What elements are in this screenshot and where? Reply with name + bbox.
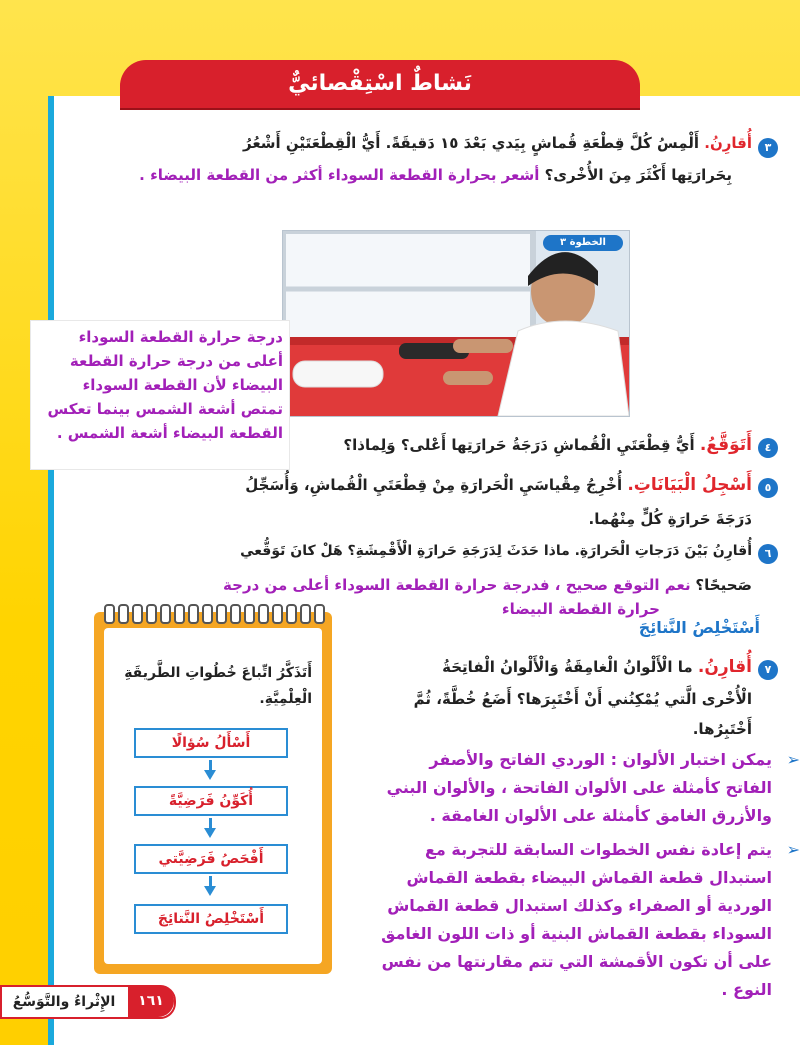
ring xyxy=(174,604,185,624)
footer-label: الإِثْراءُ والتَّوَسُّعُ xyxy=(12,994,116,1010)
page-number: ١٦١ xyxy=(128,985,174,1017)
q5-keyword: أَسْجِلُ الْبَيَانَاتِ. xyxy=(627,475,752,495)
notebook-title-line2: الْعِلْمِيَّةِ. xyxy=(259,691,312,707)
q7-line1 xyxy=(350,654,752,680)
q3-text1: أَلْمِسُ كُلَّ قِطْعَةِ قُماشٍ بِيَدي بَعْدَ ١٥ دَقيقَةً. أَيُّ الْقِطْعَتَيْنِ أَشْعُرُ xyxy=(242,134,700,152)
ring xyxy=(104,604,115,624)
arrow-stem xyxy=(209,876,212,886)
ring xyxy=(286,604,297,624)
q5-line1 xyxy=(110,472,752,498)
step-number-6: ٦ xyxy=(758,544,778,564)
down-arrow-icon xyxy=(204,886,216,896)
q6-text2: صَحيحًا؟ xyxy=(695,576,752,594)
ring xyxy=(244,604,255,624)
ring xyxy=(258,604,269,624)
down-arrow-icon xyxy=(204,828,216,838)
bullet-line: السوداء بقطعة القماش البنية أو ذات اللون الغامق xyxy=(381,924,772,943)
bullet-line: الفاتح كأمثلة على الألوان الفاتحة ، والألوان البني xyxy=(386,778,772,797)
step-number-7: ٧ xyxy=(758,660,778,680)
callout-line: أعلى من درجة حرارة القطعة xyxy=(69,352,283,370)
section-title: أَسْتَخْلِصُ النَّتائِجَ xyxy=(638,618,760,637)
method-step-2: أُكَوِّنُ فَرَضِيَّةً xyxy=(134,786,288,816)
ring xyxy=(216,604,227,624)
q3-text2: بِحَرارَتِها أَكْثَرَ مِنَ الأُخْرى؟ xyxy=(544,166,732,184)
q7-line2: الْأُخْرى الَّتي يُمْكِنُني أَنْ أَخْتَبِرَها؟ أَضَعُ خُطَّةً، ثُمَّ xyxy=(413,690,752,708)
q5-line2: دَرَجَةَ حَرارَةِ كُلٍّ مِنْهُما. xyxy=(588,510,752,528)
callout-line: البيضاء لأن القطعة السوداء xyxy=(82,376,283,394)
q3-keyword: أُقارِنُ. xyxy=(704,134,752,152)
callout-line: القطعة البيضاء أشعة الشمس . xyxy=(56,424,283,442)
callout-line: درجة حرارة القطعة السوداء xyxy=(78,328,283,346)
bullet-line: على أن تكون الأقمشة التي تتم مقارنتها من نفس xyxy=(381,952,772,971)
step-number-5: ٥ xyxy=(758,478,778,498)
method-step-3: أَفْحَصُ فَرَضِيَّتي xyxy=(134,844,288,874)
bullet-arrow-icon: ➢ xyxy=(786,750,800,769)
ring xyxy=(188,604,199,624)
answer-bullet-1 xyxy=(340,746,800,830)
bullet-line: والأزرق الغامق كأمثلة على الألوان الغامقة . xyxy=(429,806,772,825)
ring xyxy=(300,604,311,624)
method-step-1: أَسْأَلُ سُؤالًا xyxy=(134,728,288,758)
notebook-rings xyxy=(102,604,324,622)
q6-answer1: نعم التوقع صحيح ، فدرجة حرارة القطعة السوداء أعلى من درجة xyxy=(223,576,691,594)
left-blue-rule xyxy=(48,96,54,1045)
q5-text1: أُخْرِجُ مِقْياسَيِ الْحَرارَةِ مِنْ قِطْعَتَيِ الْقُماشِ، وَأُسَجِّلُ xyxy=(245,476,623,494)
arrow-stem xyxy=(209,818,212,828)
q4-line xyxy=(300,432,752,458)
answer-bullet-2 xyxy=(340,836,800,1004)
step-number-4: ٤ xyxy=(758,438,778,458)
ring xyxy=(272,604,283,624)
ring xyxy=(314,604,325,624)
q6-line2 xyxy=(80,572,752,598)
callout-line: تمتص أشعة الشمس بينما تعكس xyxy=(47,400,283,418)
ring xyxy=(132,604,143,624)
photo-illustration xyxy=(283,231,629,416)
photo-step-label: الخطوة ٣ xyxy=(543,235,623,251)
q6-answer2: حرارة القطعة البيضاء xyxy=(501,600,660,618)
bullet-line: يتم إعادة نفس الخطوات السابقة للتجربة مع xyxy=(424,840,772,859)
arrow-stem xyxy=(209,760,212,770)
q7-text1: ما الْأَلْوانُ الْغامِقَةُ وَالْأَلْوانُ الْفاتِحَةُ xyxy=(442,658,693,676)
down-arrow-icon xyxy=(204,770,216,780)
bullet-line: الوردية أو الصفراء وكذلك استبدال قطعة القماش xyxy=(387,896,772,915)
experiment-photo xyxy=(282,230,630,417)
q3-answer: أشعر بحرارة القطعة السوداء أكثر من القطعة البيضاء . xyxy=(139,166,540,184)
bullet-arrow-icon: ➢ xyxy=(786,840,800,859)
activity-title: نَشاطٌ اسْتِقْصائيٌّ xyxy=(288,71,472,96)
step-number-3: ٣ xyxy=(758,138,778,158)
ring xyxy=(118,604,129,624)
answer-callout xyxy=(30,320,290,470)
ring xyxy=(146,604,157,624)
bullet-line: استبدال قطعة القماش البيضاء بقطعة القماش xyxy=(406,868,772,887)
q6-line1: أُقارِنُ بَيْنَ دَرَجاتِ الْحَرارَةِ. ماذا حَدَثَ لِدَرَجَةِ حَرارَةِ الْأَقْمِشَةِ؟ هَلْ كانَ تَوَقُّعي xyxy=(240,543,752,559)
q3-line1 xyxy=(130,130,752,156)
q4-text: أَيُّ قِطْعَتَيِ الْقُماشِ دَرَجَةُ حَرارَتِها أَعْلى؟ وَلِماذا؟ xyxy=(343,436,695,454)
q7-line3: أَخْتَبِرُها. xyxy=(692,720,752,738)
notebook-title xyxy=(112,660,312,712)
q3-line2 xyxy=(60,162,732,188)
ring xyxy=(202,604,213,624)
notebook-title-line1: أَتَذَكَّرُ اتِّباعَ خُطُواتِ الطَّريقَةِ xyxy=(124,665,312,681)
ring xyxy=(230,604,241,624)
ring xyxy=(160,604,171,624)
q4-keyword: أَتَوَقَّعُ. xyxy=(699,435,752,455)
method-step-4: أَسْتَخْلِصُ النَّتائِجَ xyxy=(134,904,288,934)
bullet-line: النوع . xyxy=(721,980,772,999)
q7-keyword: أُقارِنُ. xyxy=(697,657,752,677)
bullet-line: يمكن اختبار الألوان : الوردي الفاتح والأصفر xyxy=(429,750,772,769)
